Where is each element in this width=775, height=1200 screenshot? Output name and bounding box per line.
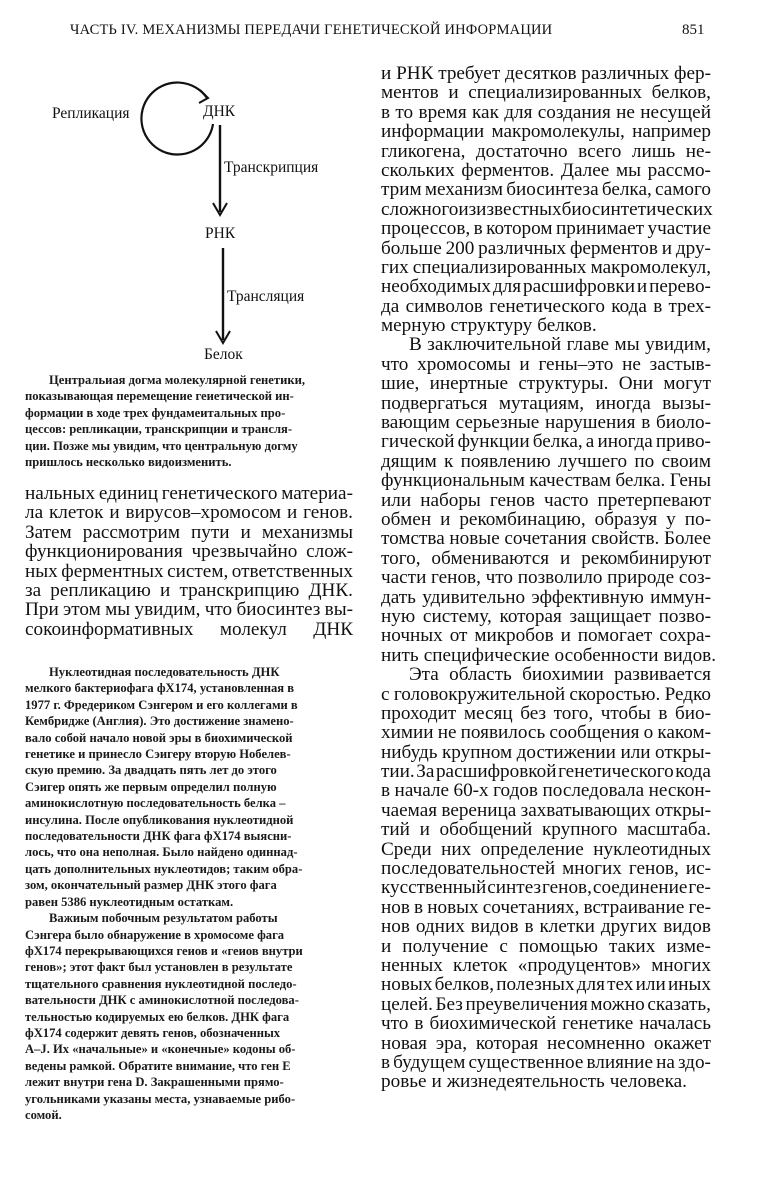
- caption-line: цессов: репликации, транскрипции и трансля-: [25, 422, 293, 437]
- text-line: химии не появилось сообщения о каком-: [381, 722, 711, 744]
- caption-line: вало собой начало новой эры в биохимической: [25, 730, 293, 745]
- text-line: мерную структуру белков.: [381, 315, 597, 337]
- text-line: того, обмениваются и рекомбинируют: [381, 547, 711, 569]
- text-line: ненных клеток «продуцентов» многих: [381, 954, 711, 976]
- page-number: 851: [682, 22, 705, 38]
- caption-line: Важиым побочным результатом работы: [49, 911, 278, 926]
- caption-line: сомой.: [25, 1107, 62, 1122]
- text-line: нить специфические особенности видов.: [381, 644, 717, 666]
- paragraph: [381, 665, 711, 1092]
- caption-line: ведены рамкой. Обратите внимание, что ген E: [25, 1058, 291, 1073]
- text-line: гих специализированных макромолекул,: [381, 256, 711, 278]
- text-line: да символов генетического кода в трех-: [381, 295, 711, 317]
- caption-line: аминокислотную последовательность белка –: [25, 796, 286, 811]
- text-line: и РНК требует десятков различных фер-: [381, 63, 711, 84]
- transcription-label: Транскрипция: [224, 159, 319, 176]
- chapter-title: ЧАСТЬ IV. МЕХАНИЗМЫ ПЕРЕДАЧИ ГЕНЕТИЧЕСКОЙ ИНФОРМАЦИИ: [70, 22, 553, 38]
- text-line: новых белков, полезных для тех или иных: [381, 974, 711, 996]
- text-line: гликогена, достаточно всего лишь не-: [381, 140, 711, 162]
- text-line: кусственный синтез генов, соединение ге-: [381, 877, 711, 899]
- figure-caption-dogma: [25, 372, 335, 470]
- caption-line: угольниками указаны места, узнаваемые рибо-: [25, 1091, 296, 1106]
- text-line: тии. За расшифровкой генетического кода: [381, 761, 711, 783]
- text-line: последовательностей многих генов, ис-: [381, 858, 711, 880]
- text-line: нов одних видов в клетки других видов: [381, 916, 711, 938]
- text-line: ла клеток и вирусов–хромосом и генов.: [25, 502, 353, 524]
- text-line: При этом мы увидим, что биосинтез вы-: [25, 599, 353, 621]
- text-line: Затем рассмотрим пути и механизмы: [25, 521, 353, 543]
- caption-line: мелкого бактериофага фХ174, установленная в: [25, 681, 295, 696]
- text-line: и получение с помощью таких изме-: [381, 935, 711, 957]
- caption-line: Кембридже (Англия). Это достижение знамено-: [25, 714, 294, 729]
- text-line: гической функции белка, а иногда приво-: [381, 431, 711, 453]
- caption-line: A–J. Их «начальные» и «конечные» кодоны об-: [25, 1042, 296, 1057]
- caption-line: генов»; этот факт был установлен в результате: [25, 960, 293, 975]
- caption-line: скую премию. За двадцать пять лет до этого: [25, 763, 277, 778]
- text-line: новая эра, которая несомненно окажет: [381, 1032, 711, 1054]
- text-line: ровье и жизнедеятельность человека.: [381, 1071, 687, 1093]
- text-line: В заключительной главе мы увидим,: [409, 334, 711, 356]
- caption-line: тельностью кодируемых ею белков. ДНК фага: [25, 1009, 290, 1024]
- paragraph: [381, 334, 717, 666]
- caption-line: ции. Позже мы увидим, что центральную догму: [25, 438, 298, 453]
- paragraph: [381, 64, 711, 335]
- text-line: дать удивительно эффективную иммун-: [381, 586, 711, 608]
- caption-line: равен 5386 нуклеотидным остаткам.: [25, 894, 234, 909]
- central-dogma-diagram: [0, 60, 370, 370]
- text-line: целей. Без преувеличения можно сказать,: [381, 993, 711, 1015]
- caption-line: формации в ходе трех фундамеитальных про-: [25, 405, 286, 420]
- caption-line: фХ174 перекрывающихся геиов и «геиов внутри: [25, 943, 303, 958]
- caption-line: инсулина. После опубликования нуклеотидной: [25, 812, 294, 827]
- text-line: чаемая вереница захватывающих откры-: [381, 799, 711, 821]
- text-line: необходимых для расшифровки и перево-: [381, 276, 711, 298]
- text-line: скольких ферментов. Далее мы рассмо-: [381, 159, 711, 181]
- text-line: шие, инертные структуры. Они могут: [381, 373, 711, 395]
- figure-caption-phage: [25, 664, 335, 1123]
- caption-line: показывающая перемещение геиетической ин-: [25, 389, 294, 404]
- replication-label: Репликация: [52, 105, 130, 122]
- text-line: процессов, в котором принимает участие: [381, 218, 711, 240]
- text-line: за репликацию и транскрипцию ДНК.: [25, 579, 353, 601]
- text-line: ных ферментных систем, ответственных: [25, 560, 353, 582]
- text-line: функциональным качествам белка. Гены: [381, 470, 711, 492]
- text-line: в будущем существенное влияние на здо-: [381, 1051, 711, 1073]
- text-line: функционирования чрезвычайно слож-: [25, 541, 353, 563]
- text-line: что хромосомы и гены–это не застыв-: [381, 353, 711, 375]
- caption-line: последовательности ДНК фага фХ174 выясни-: [25, 829, 292, 844]
- text-line: подвергаться мутациям, иногда вызы-: [381, 392, 711, 414]
- caption-line: вательности ДНК с аминокислотной последова-: [25, 993, 299, 1008]
- dna-node: ДНК: [203, 103, 236, 120]
- running-header: [70, 22, 720, 46]
- caption-line: тщательного сравнения нуклеотидной последо-: [25, 976, 297, 991]
- text-line: или наборы генов часто претерпевают: [381, 489, 711, 511]
- text-line: Эта область биохимии развивается: [409, 664, 711, 686]
- text-line: информации макромолекулы, например: [381, 121, 711, 143]
- translation-label: Трансляция: [227, 288, 305, 305]
- text-line: нов в новых сочетаниях, встраивание ге-: [381, 896, 711, 918]
- left-column-text: [25, 484, 353, 639]
- text-line: нальных единиц генетического материа-: [25, 483, 353, 504]
- text-line: томства новые сочетания свойств. Более: [381, 528, 711, 550]
- caption-line: Сэнгера было обнаружение в хромосоме фага: [25, 927, 285, 942]
- text-line: с головокружительной скоростью. Редко: [381, 683, 711, 705]
- text-line: тий и обобщений крупного масштаба.: [381, 819, 711, 841]
- text-line: части генов, что позволило природе соз-: [381, 567, 711, 589]
- text-line: обмен и рекомбинацию, образуя у по-: [381, 508, 711, 530]
- text-line: ночных от микробов и помогает сохра-: [381, 625, 711, 647]
- text-line: трим механизм биосинтеза белка, самого: [381, 179, 711, 201]
- caption-line: генетике и принесло Сэигеру вторую Нобелев-: [25, 747, 291, 762]
- caption-line: лось, что она неполная. Было найдено одиннад-: [25, 845, 298, 860]
- right-column-text: [381, 63, 717, 1093]
- protein-node: Белок: [204, 346, 243, 363]
- caption-line: лежит внутри гена D. Закрашенными прямо-: [25, 1075, 284, 1090]
- text-line: сокоинформативных молекул ДНК: [25, 618, 353, 640]
- text-line: дящим к появлению лучшего по своим: [381, 450, 711, 472]
- caption-line: пришлось несколько видоизменить.: [25, 455, 232, 470]
- text-line: что в биохимической генетике началась: [381, 1013, 711, 1035]
- text-line: сложного из известных биосинтетических: [381, 198, 713, 220]
- text-line: в то время как для создания не несущей: [381, 101, 711, 123]
- caption-line: Нуклеотидная последовательность ДНК: [49, 665, 280, 679]
- caption-line: зом, окончательный размер ДНК этого фага: [25, 878, 277, 893]
- text-line: вающим серьезные нарушения в биоло-: [381, 412, 711, 434]
- text-line: ную систему, которая защищает позво-: [381, 605, 711, 627]
- text-line: больше 200 различных ферментов и дру-: [381, 237, 711, 259]
- text-line: проходит месяц без того, чтобы в био-: [381, 702, 711, 724]
- text-line: Среди них определение нуклеотидных: [381, 838, 711, 860]
- caption-line: Центральиая догма молекулярной генетики,: [49, 373, 305, 387]
- caption-line: цать дополнительных нуклеотидов; таким обра-: [25, 861, 303, 876]
- text-line: в начале 60-х годов последовала нескон-: [381, 780, 711, 802]
- caption-line: фХ174 содержит девять генов, обозначенных: [25, 1025, 281, 1040]
- text-line: нибудь крупном достижении или откры-: [381, 741, 711, 763]
- caption-line: Сэигер опять же первым определил полную: [25, 779, 277, 794]
- rna-node: РНК: [205, 225, 236, 242]
- text-line: ментов и специализированных белков,: [381, 82, 711, 104]
- caption-line: 1977 г. Фредериком Сэнгером и его коллегами в: [25, 697, 298, 712]
